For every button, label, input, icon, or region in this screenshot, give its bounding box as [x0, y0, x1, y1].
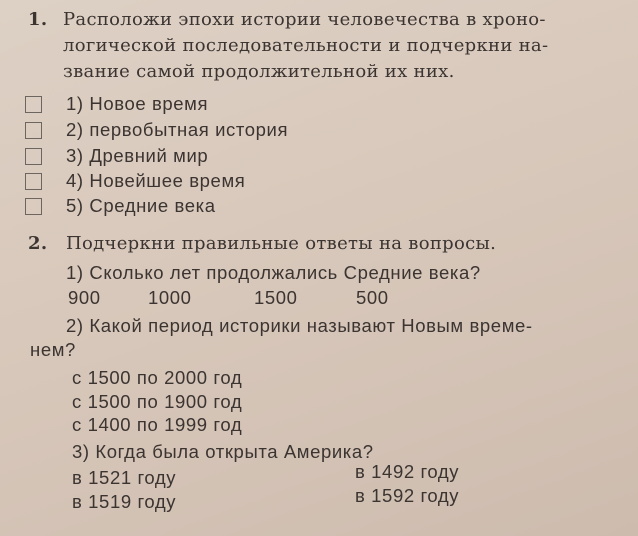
answer-option[interactable]: 900	[68, 287, 101, 308]
checkbox[interactable]	[25, 122, 42, 139]
task-1-text-line: логической последовательности и подчеркни на-	[63, 35, 549, 56]
answer-option[interactable]: в 1519 году	[72, 491, 177, 512]
question-2: 2) Какой период историки называют Новым време-	[66, 315, 533, 336]
task-2-title: Подчеркни правильные ответы на вопросы.	[66, 233, 497, 254]
answer-option[interactable]: с 1400 по 1999 год	[72, 414, 243, 435]
list-item: 5) Средние века	[66, 195, 216, 216]
answer-option[interactable]: в 1492 году	[355, 461, 460, 482]
answer-option[interactable]: в 1592 году	[355, 485, 460, 506]
answer-option[interactable]: с 1500 по 2000 год	[72, 367, 243, 388]
checkbox[interactable]	[25, 198, 42, 215]
checkbox[interactable]	[25, 96, 42, 113]
answer-option[interactable]: 1000	[148, 287, 192, 308]
task-1-text-line: звание самой продолжительной их них.	[63, 61, 455, 82]
list-item: 4) Новейшее время	[66, 170, 246, 191]
list-item: 1) Новое время	[66, 93, 209, 114]
task-1-number: 1.	[28, 9, 48, 30]
question-2-continued: нем?	[30, 339, 76, 360]
checkbox[interactable]	[25, 173, 42, 190]
checkbox[interactable]	[25, 148, 42, 165]
answer-option[interactable]: с 1500 по 1900 год	[72, 391, 243, 412]
task-1-text-line: Расположи эпохи истории человечества в хроно-	[63, 9, 546, 30]
question-1: 1) Сколько лет продолжались Средние века?	[66, 262, 481, 283]
list-item: 2) первобытная история	[66, 119, 289, 140]
answer-option[interactable]: 1500	[254, 287, 298, 308]
answer-option[interactable]: в 1521 году	[72, 467, 177, 488]
answer-option[interactable]: 500	[356, 287, 389, 308]
question-3: 3) Когда была открыта Америка?	[72, 441, 374, 462]
list-item: 3) Древний мир	[66, 145, 209, 166]
task-2-number: 2.	[28, 233, 48, 254]
